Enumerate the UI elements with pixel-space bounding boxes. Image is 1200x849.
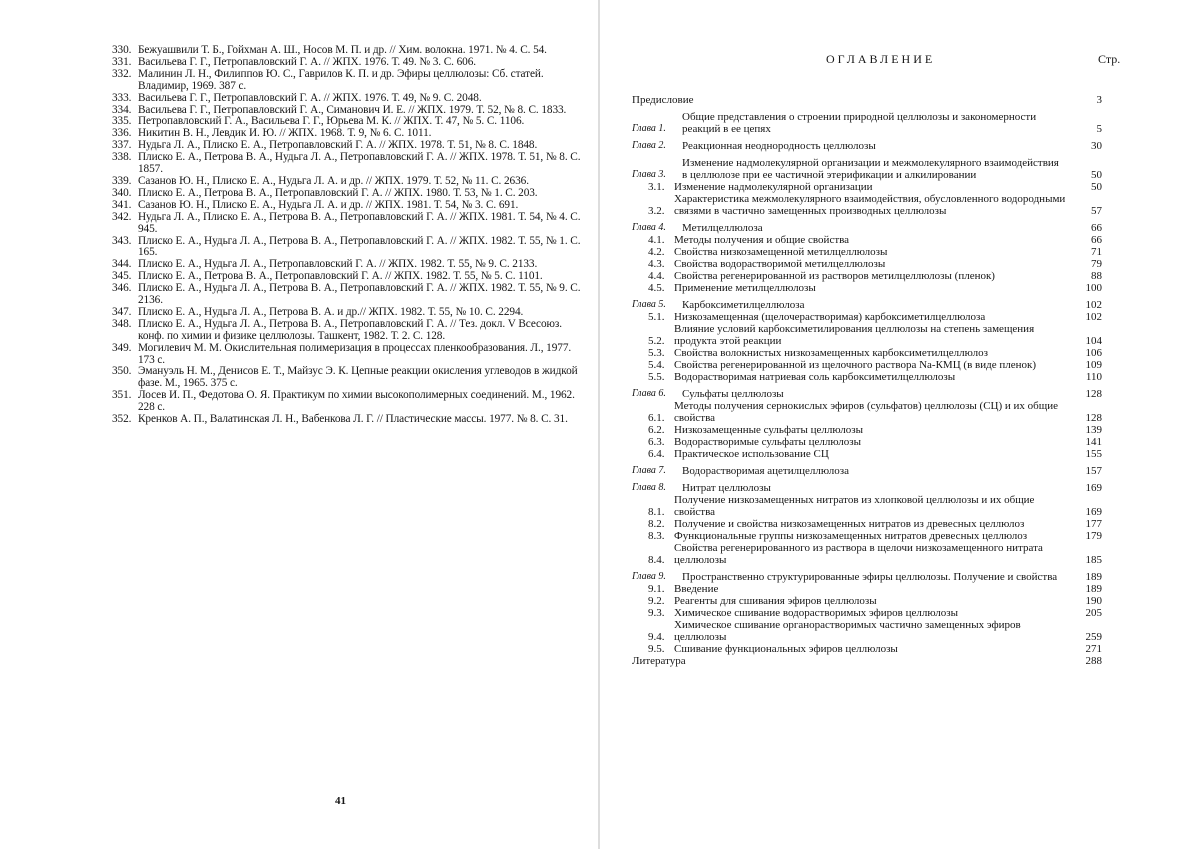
page-column-label: Стр. <box>1098 52 1121 66</box>
toc-entry <box>632 530 1102 542</box>
section-number: 8.3. <box>648 530 665 542</box>
toc-entry <box>632 542 1102 566</box>
toc-entry <box>632 181 1102 193</box>
reference-number: 347. <box>112 305 132 318</box>
reference-text: Никитин В. Н., Левдик И. Ю. // ЖПХ. 1968. Т. 9, № 6. С. 1011. <box>138 127 432 140</box>
toc-entry <box>632 619 1102 643</box>
section-number: 9.2. <box>648 595 665 607</box>
toc-entry <box>632 607 1102 619</box>
toc-page-number: 100 <box>1085 282 1102 294</box>
toc-entry <box>632 655 1102 667</box>
toc-entry <box>632 193 1102 217</box>
reference-text: Васильева Г. Г., Петропавловский Г. А., Симанович И. Е. // ЖПХ. 1979. Т. 52, № 8. С. 1833. <box>138 103 567 116</box>
reference-number: 342. <box>112 210 132 223</box>
toc-page-number: 109 <box>1085 359 1102 371</box>
reference-number: 343. <box>112 234 132 247</box>
reference-text: Плиско Е. А., Нудьга Л. А., Петрова В. А., Петропавловский Г. А. // Тез. докл. V Всесоюз. конф. по химии и физике целлюлозы. Ташкент, 1982. Т. 2. С. 128. <box>138 317 562 342</box>
toc-page-number: 79 <box>1091 258 1102 270</box>
reference-number: 341. <box>112 198 132 211</box>
reference-number: 349. <box>112 341 132 354</box>
reference-item <box>112 343 586 367</box>
toc-entry-title: Сшивание функциональных эфиров целлюлозы <box>674 643 898 655</box>
toc-entry-title: Свойства регенерированной из щелочного раствора Na-КМЦ (в виде пленок) <box>674 359 1036 371</box>
toc-page-number: 190 <box>1085 595 1102 607</box>
section-number: 5.1. <box>648 311 665 323</box>
toc-page-number: 177 <box>1085 518 1102 530</box>
toc-entry <box>632 424 1102 436</box>
section-number: 6.2. <box>648 424 665 436</box>
toc-page-number: 50 <box>1091 169 1102 181</box>
toc-entry <box>632 282 1102 294</box>
toc-entry-title: Функциональные группы низкозамещенных нитратов древесных целлюлоз <box>674 530 1028 542</box>
toc-entry-title: Свойства водорастворимой метилцеллюлозы <box>674 258 886 270</box>
toc-page-number: 102 <box>1085 311 1102 323</box>
section-number: 4.1. <box>648 234 665 246</box>
toc-page-number: 30 <box>1091 140 1102 152</box>
reference-number: 344. <box>112 258 132 271</box>
reference-number: 331. <box>112 55 132 68</box>
toc-entry <box>632 246 1102 258</box>
toc-entry <box>632 482 1102 494</box>
toc-entry <box>632 583 1102 595</box>
reference-item <box>112 93 586 105</box>
toc-entry <box>632 436 1102 448</box>
toc-entry-title: Низкозамещенные сульфаты целлюлозы <box>674 424 864 436</box>
chapter-label: Глава 8. <box>632 482 666 493</box>
section-number: 6.4. <box>648 448 665 460</box>
toc-page-number: 259 <box>1085 631 1102 643</box>
reference-text: Могилевич М. М. Окислительная полимеризация в процессах пленкообразования. Л., 1977. 173 с. <box>138 341 572 366</box>
toc-page-number: 50 <box>1091 181 1102 193</box>
reference-number: 332. <box>112 67 132 80</box>
reference-item <box>112 366 586 390</box>
toc-page-number: 5 <box>1096 123 1102 135</box>
chapter-label: Глава 4. <box>632 222 666 233</box>
toc-page-number: 102 <box>1085 299 1102 311</box>
table-of-contents <box>632 94 1102 667</box>
toc-page-number: 66 <box>1091 234 1102 246</box>
toc-page-number: 57 <box>1091 205 1102 217</box>
toc-entry-title: Пространственно структурированные эфиры целлюлозы. Получение и свойства <box>682 571 1058 583</box>
reference-number: 346. <box>112 282 132 295</box>
reference-number: 338. <box>112 151 132 164</box>
section-number: 9.5. <box>648 643 665 655</box>
section-number: 3.1. <box>648 181 665 193</box>
reference-text: Плиско Е. А., Нудьга Л. А., Петрова В. А., Петропавловский Г. А. // ЖПХ. 1982. Т. 55, № 1. С. 165. <box>138 234 581 259</box>
toc-entry-title: Применение метилцеллюлозы <box>674 282 816 294</box>
reference-list <box>112 45 586 426</box>
toc-entry-title: Практическое использование СЦ <box>674 448 829 460</box>
toc-entry-title: Водорастворимая натриевая соль карбоксиметилцеллюлозы <box>674 371 956 383</box>
reference-item <box>112 390 586 414</box>
toc-entry-title: Изменение надмолекулярной организации и межмолекулярного взаимодействия в целлюлозе при ее частичной этерификации и алкилировании <box>682 157 1059 181</box>
reference-text: Сазанов Ю. Н., Плиско Е. А., Нудьга Л. А. и др. // ЖПХ. 1979. Т. 52, № 11. С. 2636. <box>138 174 529 187</box>
toc-entry <box>632 323 1102 347</box>
toc-page-number: 128 <box>1085 388 1102 400</box>
section-number: 4.2. <box>648 246 665 258</box>
toc-title: ОГЛАВЛЕНИЕ <box>826 52 936 66</box>
reference-text: Малинин Л. Н., Филиппов Ю. С., Гаврилов К. П. и др. Эфиры целлюлозы: Сб. статей. Владимир, 1969. 387 с. <box>138 67 544 92</box>
toc-page-number: 106 <box>1085 347 1102 359</box>
toc-entry-title: Реакционная неоднородность целлюлозы <box>682 140 876 152</box>
reference-text: Лосев И. П., Федотова О. Я. Практикум по химии высокополимерных соединений. М., 1962. 228 с. <box>138 389 575 414</box>
toc-entry-title: Свойства регенерированного из раствора в щелочи низкозамещенного нитрата целлюлозы <box>674 542 1043 566</box>
toc-page-number: 271 <box>1085 643 1102 655</box>
reference-text: Плиско Е. А., Нудьга Л. А., Петрова В. А. и др.// ЖПХ. 1982. Т. 55, № 10. С. 2294. <box>138 305 524 318</box>
toc-entry <box>632 222 1102 234</box>
section-number: 6.3. <box>648 436 665 448</box>
toc-entry <box>632 643 1102 655</box>
toc-page-number: 3 <box>1096 94 1102 106</box>
toc-entry-title: Изменение надмолекулярной организации <box>674 181 873 193</box>
reference-item <box>112 212 586 236</box>
toc-entry <box>632 157 1102 181</box>
section-number: 4.4. <box>648 270 665 282</box>
toc-entry <box>632 595 1102 607</box>
toc-entry-title: Получение низкозамещенных нитратов из хлопковой целлюлозы и их общие свойства <box>674 494 1035 518</box>
toc-page-number: 205 <box>1085 607 1102 619</box>
toc-entry <box>632 371 1102 383</box>
toc-entry <box>632 299 1102 311</box>
toc-entry <box>632 258 1102 270</box>
toc-entry-title: Низкозамещенная (щелочерастворимая) карбоксиметилцеллюлоза <box>674 311 986 323</box>
chapter-label: Глава 1. <box>632 123 666 134</box>
chapter-label: Глава 9. <box>632 571 666 582</box>
toc-page-number: 189 <box>1085 583 1102 595</box>
toc-entry-title: Свойства регенерированной из растворов метилцеллюлозы (пленок) <box>674 270 995 282</box>
reference-number: 339. <box>112 174 132 187</box>
toc-page-number: 66 <box>1091 222 1102 234</box>
toc-entry-title: Получение и свойства низкозамещенных нитратов из древесных целлюлоз <box>674 518 1025 530</box>
toc-entry <box>632 140 1102 152</box>
toc-entry-title: Водорастворимые сульфаты целлюлозы <box>674 436 862 448</box>
section-number: 5.3. <box>648 347 665 359</box>
reference-number: 351. <box>112 389 132 402</box>
reference-number: 336. <box>112 127 132 140</box>
section-number: 8.4. <box>648 554 665 566</box>
chapter-label: Глава 3. <box>632 169 666 180</box>
toc-page-number: 155 <box>1085 448 1102 460</box>
section-number: 8.2. <box>648 518 665 530</box>
toc-page-number: 104 <box>1085 335 1102 347</box>
toc-entry-title: Методы получения сернокислых эфиров (сульфатов) целлюлозы (СЦ) и их общие свойства <box>674 400 1059 424</box>
reference-text: Сазанов Ю. Н., Плиско Е. А., Нудьга Л. А. и др. // ЖПХ. 1981. Т. 54, № 3. С. 691. <box>138 198 519 211</box>
section-number: 9.3. <box>648 607 665 619</box>
section-number: 5.2. <box>648 335 665 347</box>
toc-page-number: 128 <box>1085 412 1102 424</box>
chapter-label: Глава 7. <box>632 465 666 476</box>
toc-entry <box>632 311 1102 323</box>
toc-entry <box>632 111 1102 135</box>
section-number: 8.1. <box>648 506 665 518</box>
reference-text: Плиско Е. А., Петрова В. А., Нудьга Л. А., Петропавловский Г. А. // ЖПХ. 1978. Т. 51, № 8. С. 1857. <box>138 151 581 176</box>
chapter-label: Глава 6. <box>632 388 666 399</box>
reference-text: Плиско Е. А., Петрова В. А., Петропавловский Г. А. // ЖПХ. 1980. Т. 53, № 1. С. 203. <box>138 186 538 199</box>
toc-entry-title: Свойства низкозамещенной метилцеллюлозы <box>674 246 888 258</box>
reference-text: Петропавловский Г. А., Васильева Г. Г., Юрьева М. К. // ЖПХ. Т. 47, № 5. С. 1106. <box>138 115 525 128</box>
toc-page-number: 288 <box>1085 655 1102 667</box>
toc-entry <box>632 571 1102 583</box>
toc-entry <box>632 388 1102 400</box>
reference-text: Нудьга Л. А., Плиско Е. А., Петропавловский Г. А. // ЖПХ. 1978. Т. 51, № 8. С. 1848. <box>138 139 538 152</box>
reference-item <box>112 188 586 200</box>
reference-text: Эмануэль Н. М., Денисов Е. Т., Майзус Э. К. Цепные реакции окисления углеводов в жидкой фазе. М., 1965. 375 с. <box>138 365 578 390</box>
toc-page-number: 71 <box>1091 246 1102 258</box>
toc-page-number: 110 <box>1085 371 1102 383</box>
toc-entry <box>632 347 1102 359</box>
toc-entry-title: Свойства волокнистых низкозамещенных карбоксиметилцеллюлоз <box>674 347 988 359</box>
chapter-label: Глава 5. <box>632 299 666 310</box>
reference-text: Плиско Е. А., Петрова В. А., Петропавловский Г. А. // ЖПХ. 1982. Т. 55, № 5. С. 1101. <box>138 270 543 283</box>
reference-number: 352. <box>112 413 132 426</box>
right-page <box>600 0 1200 849</box>
reference-number: 350. <box>112 365 132 378</box>
toc-page-number: 88 <box>1091 270 1102 282</box>
section-number: 9.4. <box>648 631 665 643</box>
reference-number: 337. <box>112 139 132 152</box>
toc-page-number: 139 <box>1085 424 1102 436</box>
toc-entry-title: Влияние условий карбоксиметилирования целлюлозы на степень замещения продукта этой реакции <box>674 323 1035 347</box>
toc-entry-title: Общие представления о строении природной целлюлозы и закономерности реакций в ее цепях <box>682 111 1037 135</box>
reference-text: Васильева Г. Г., Петропавловский Г. А. // ЖПХ. 1976. Т. 49, № 9. С. 2048. <box>138 91 482 104</box>
toc-entry-title: Литература <box>632 655 686 667</box>
toc-entry-title: Водорастворимая ацетилцеллюлоза <box>682 465 850 477</box>
toc-entry-title: Реагенты для сшивания эфиров целлюлозы <box>674 595 877 607</box>
reference-number: 330. <box>112 44 132 56</box>
toc-page-number: 157 <box>1085 465 1102 477</box>
reference-item <box>112 152 586 176</box>
toc-entry <box>632 359 1102 371</box>
reference-text: Кренков А. П., Валатинская Л. Н., Вабенкова Л. Г. // Пластические массы. 1977. № 8. С. 31. <box>138 413 568 426</box>
reference-number: 333. <box>112 91 132 104</box>
reference-item <box>112 236 586 260</box>
toc-entry-title: Характеристика межмолекулярного взаимодействия, обусловленного водородными связями в частично замещенных производных целлюлозы <box>674 193 1066 217</box>
reference-item <box>112 69 586 93</box>
toc-entry <box>632 400 1102 424</box>
reference-number: 335. <box>112 115 132 128</box>
section-number: 3.2. <box>648 205 665 217</box>
toc-page-number: 141 <box>1085 436 1102 448</box>
section-number: 6.1. <box>648 412 665 424</box>
reference-item <box>112 414 586 426</box>
reference-item <box>112 283 586 307</box>
toc-page-number: 169 <box>1085 506 1102 518</box>
section-number: 4.5. <box>648 282 665 294</box>
section-number: 4.3. <box>648 258 665 270</box>
section-number: 5.4. <box>648 359 665 371</box>
toc-entry <box>632 94 1102 106</box>
toc-page-number: 179 <box>1085 530 1102 542</box>
reference-text: Нудьга Л. А., Плиско Е. А., Петрова В. А., Петропавловский Г. А. // ЖПХ. 1981. Т. 54, № 4. С. 945. <box>138 210 581 235</box>
toc-entry <box>632 518 1102 530</box>
toc-entry-title: Введение <box>674 583 719 595</box>
toc-entry-title: Химическое сшивание водорастворимых эфиров целлюлозы <box>674 607 958 619</box>
toc-entry-title: Химическое сшивание органорастворимых частично замещенных эфиров целлюлозы <box>674 619 1021 643</box>
reference-number: 348. <box>112 317 132 330</box>
toc-entry-title: Метилцеллюлоза <box>682 222 763 234</box>
toc-page-number: 185 <box>1085 554 1102 566</box>
toc-entry <box>632 465 1102 477</box>
toc-entry-title: Предисловие <box>632 94 694 106</box>
reference-text: Плиско Е. А., Нудьга Л. А., Петрова В. А., Петропавловский Г. А. // ЖПХ. 1982. Т. 55, № 9. С. 2136. <box>138 282 581 307</box>
toc-entry <box>632 234 1102 246</box>
toc-entry-title: Карбоксиметилцеллюлоза <box>682 299 805 311</box>
section-number: 9.1. <box>648 583 665 595</box>
toc-entry-title: Сульфаты целлюлозы <box>682 388 784 400</box>
page-number: 41 <box>335 795 346 807</box>
chapter-label: Глава 2. <box>632 140 666 151</box>
reference-number: 334. <box>112 103 132 116</box>
reference-item <box>112 319 586 343</box>
toc-entry-title: Методы получения и общие свойства <box>674 234 850 246</box>
reference-item <box>112 200 586 212</box>
reference-number: 340. <box>112 186 132 199</box>
reference-text: Плиско Е. А., Нудьга Л. А., Петропавловский Г. А. // ЖПХ. 1982. Т. 55, № 9. С. 2133. <box>138 258 538 271</box>
toc-entry <box>632 494 1102 518</box>
reference-text: Бежуашвили Т. Б., Гойхман А. Ш., Носов М. П. и др. // Хим. волокна. 1971. № 4. С. 54. <box>138 44 547 56</box>
toc-entry <box>632 448 1102 460</box>
reference-text: Васильева Г. Г., Петропавловский Г. А. // ЖПХ. 1976. Т. 49. № 3. С. 606. <box>138 55 476 68</box>
section-number: 5.5. <box>648 371 665 383</box>
toc-entry <box>632 270 1102 282</box>
toc-page-number: 169 <box>1085 482 1102 494</box>
reference-number: 345. <box>112 270 132 283</box>
toc-page-number: 189 <box>1085 571 1102 583</box>
toc-entry-title: Нитрат целлюлозы <box>682 482 771 494</box>
